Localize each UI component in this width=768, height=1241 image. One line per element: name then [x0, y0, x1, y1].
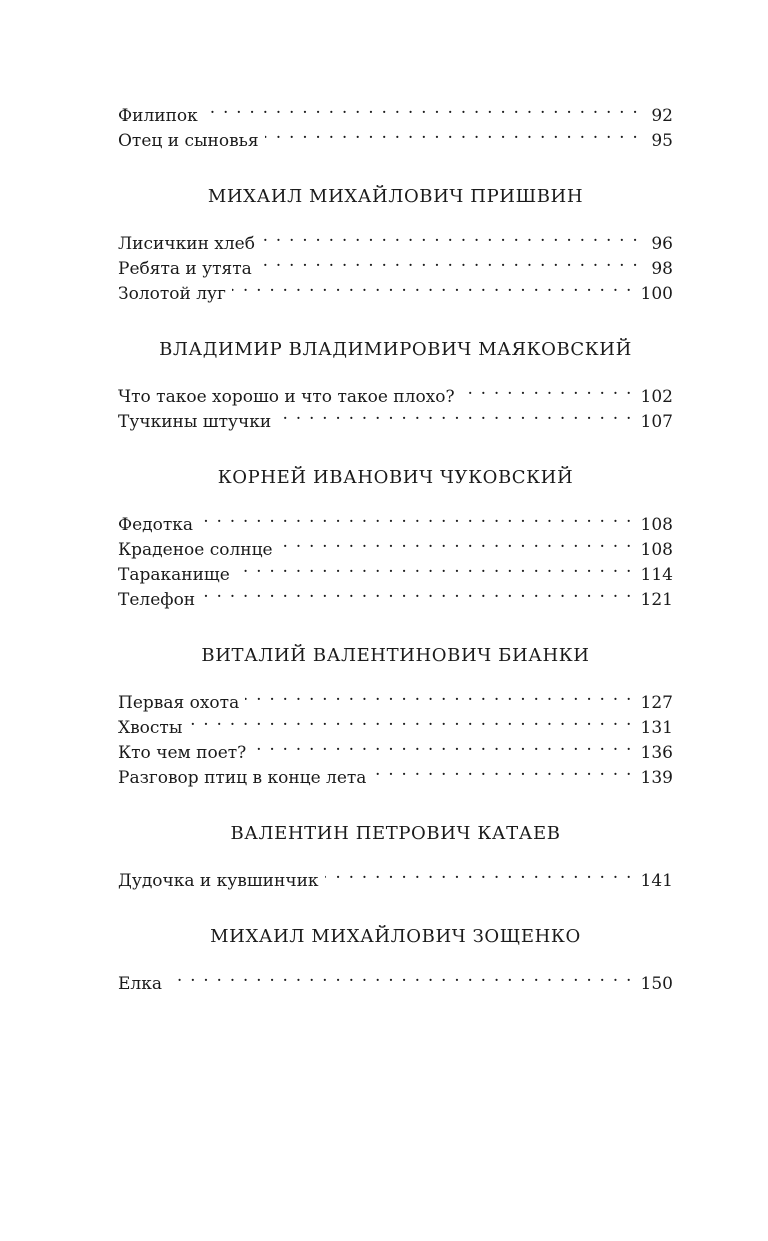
entry-title: Кто чем поет?	[118, 743, 247, 763]
entry-page: 141	[640, 871, 673, 891]
dot-leader	[188, 708, 632, 733]
table-of-contents	[118, 96, 673, 994]
entry-title: Хвосты	[118, 718, 183, 738]
entry-page: 139	[640, 768, 673, 788]
toc-entry	[118, 683, 673, 713]
toc-entry	[118, 964, 673, 994]
entry-title: Елка	[118, 974, 162, 994]
entry-title: Отец и сыновья	[118, 131, 259, 151]
entry-title: Дудочка и кувшинчик	[118, 871, 319, 891]
author-section	[118, 643, 673, 788]
author-heading: ВИТАЛИЙ ВАЛЕНТИНОВИЧ БИАНКИ	[201, 645, 590, 666]
dot-leader	[265, 121, 639, 146]
author-heading: КОРНЕЙ ИВАНОВИЧ ЧУКОВСКИЙ	[217, 467, 574, 488]
entry-title: Телефон	[118, 590, 196, 610]
author-heading: МИХАИЛ МИХАЙЛОВИЧ ПРИШВИН	[207, 186, 584, 207]
toc-entry	[118, 733, 673, 763]
entry-title: Тараканище	[118, 565, 230, 585]
entry-page: 98	[651, 259, 673, 279]
entry-title: Федотка	[118, 515, 194, 535]
entry-page: 108	[640, 515, 673, 535]
dot-leader	[199, 505, 633, 530]
dot-leader	[245, 683, 632, 708]
entry-page: 131	[640, 718, 673, 738]
dot-leader	[236, 555, 633, 580]
dot-leader	[168, 964, 633, 989]
entry-title: Золотой луг	[118, 284, 226, 304]
toc-entry	[118, 530, 673, 560]
dot-leader	[204, 96, 639, 121]
entry-title: Ребята и утята	[118, 259, 252, 279]
intro-entries	[118, 96, 673, 151]
dot-leader	[201, 580, 632, 605]
toc-entry	[118, 708, 673, 738]
toc-entry	[118, 96, 673, 126]
toc-entry	[118, 861, 673, 891]
entry-title: Первая охота	[118, 693, 240, 713]
author-section	[118, 924, 673, 994]
author-section	[118, 184, 673, 304]
toc-entry	[118, 377, 673, 407]
entry-title: Филипок	[118, 106, 198, 126]
entry-page: 96	[651, 234, 673, 254]
entry-page: 114	[640, 565, 673, 585]
toc-entry	[118, 224, 673, 254]
dot-leader	[252, 733, 632, 758]
dot-leader	[279, 530, 633, 555]
dot-leader	[261, 224, 639, 249]
entry-title: Краденое солнце	[118, 540, 273, 560]
dot-leader	[232, 274, 633, 299]
entry-page: 108	[640, 540, 673, 560]
toc-entry	[118, 580, 673, 610]
entry-page: 100	[640, 284, 673, 304]
dot-leader	[461, 377, 633, 402]
entry-page: 95	[651, 131, 673, 151]
dot-leader	[258, 249, 639, 274]
author-heading: ВАЛЕНТИН ПЕТРОВИЧ КАТАЕВ	[230, 823, 561, 844]
dot-leader	[277, 402, 632, 427]
entry-page: 136	[640, 743, 673, 763]
author-section	[118, 821, 673, 891]
entry-title: Что такое хорошо и что такое плохо?	[118, 387, 455, 407]
entry-title: Лисичкин хлеб	[118, 234, 255, 254]
entry-title: Разговор птиц в конце лета	[118, 768, 367, 788]
author-heading: ВЛАДИМИР ВЛАДИМИРОВИЧ МАЯКОВСКИЙ	[159, 339, 632, 360]
dot-leader	[325, 861, 633, 886]
entry-page: 107	[640, 412, 673, 432]
author-heading: МИХАИЛ МИХАЙЛОВИЧ ЗОЩЕНКО	[210, 926, 581, 947]
entry-page: 121	[640, 590, 673, 610]
entry-page: 127	[640, 693, 673, 713]
entry-page: 92	[651, 106, 673, 126]
entry-page: 150	[640, 974, 673, 994]
toc-entry	[118, 505, 673, 535]
author-section	[118, 337, 673, 432]
author-section	[118, 465, 673, 610]
entry-title: Тучкины штучки	[118, 412, 272, 432]
entry-page: 102	[640, 387, 673, 407]
dot-leader	[372, 758, 632, 783]
